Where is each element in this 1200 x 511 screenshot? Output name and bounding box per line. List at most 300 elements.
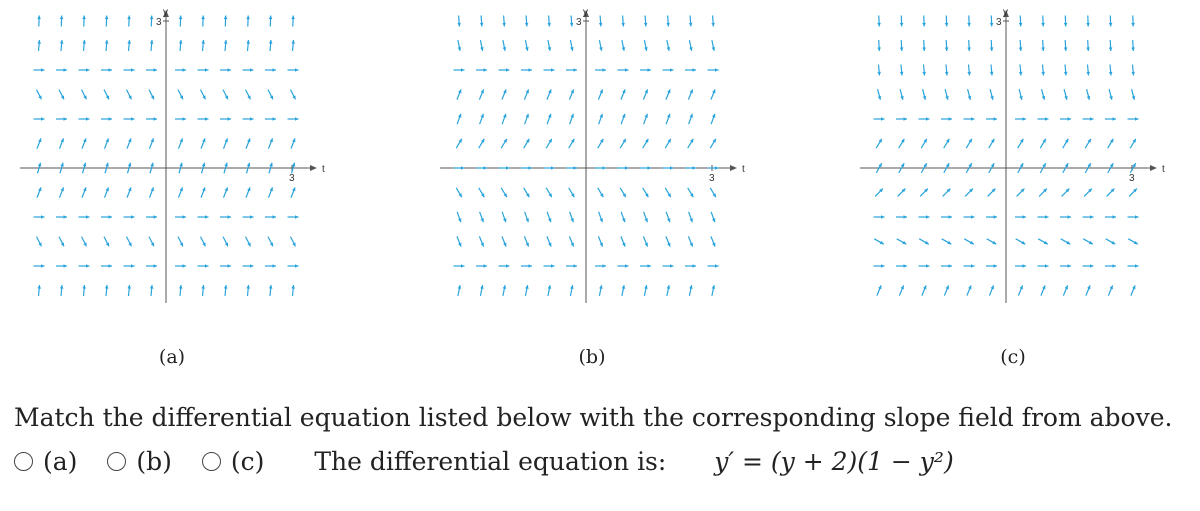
slope-arrow [988,189,996,197]
slope-arrow [127,40,131,51]
slope-arrow [146,264,157,268]
slope-arrow [501,139,507,148]
slope-arrow [454,264,465,268]
slope-arrow [269,40,273,51]
slope-arrow [877,285,882,295]
caption-a: (a) [158,346,186,368]
slope-arrow [570,114,574,124]
slope-arrow [502,212,506,222]
slope-arrow [877,65,881,76]
slope-arrow [127,138,131,148]
slope-arrow [943,189,951,197]
slope-arrow [60,285,64,296]
slope-arrow [246,16,250,27]
slope-arrow [708,264,719,268]
slope-arrow [246,237,251,247]
slope-arrow [265,68,276,72]
slope-arrow [1108,139,1114,148]
slope-arrow [60,40,64,51]
slope-arrow [945,65,949,76]
slope-arrow [265,117,276,121]
slope-arrow [224,187,228,197]
slope-arrow [1086,65,1090,76]
slope-arrow [900,65,904,76]
slope-arrow [479,188,485,197]
slope-arrow [665,188,671,197]
slope-arrow [503,40,507,51]
slope-arrow [499,264,510,268]
slope-arrow [1015,117,1026,121]
slope-arrow [201,16,205,27]
slope-arrow [1131,16,1135,27]
slope-arrow [146,68,157,72]
slope-arrow [1084,189,1092,197]
equation-label: The differential equation is: [314,447,667,476]
slope-arrow [246,90,251,100]
y-axis-label: y [1003,8,1008,18]
slope-arrow [454,68,465,72]
slope-arrow [922,16,926,27]
slope-arrow [1041,16,1045,27]
slope-arrow [547,89,552,99]
slope-arrow [922,285,927,295]
slope-arrow [945,40,949,51]
slope-arrow [1106,239,1116,244]
slope-arrow [525,40,529,51]
slope-arrow [288,117,299,121]
slope-arrow [525,16,529,27]
slope-arrow [1060,264,1071,268]
slope-arrow [874,239,884,244]
slope-arrow [201,285,205,296]
slope-arrow [667,285,671,296]
slope-arrow [175,264,186,268]
slope-arrow [1018,139,1024,148]
slope-arrow [458,40,462,51]
slope-arrow [82,285,86,296]
slope-arrow [966,139,972,148]
slope-arrow [688,89,693,99]
slope-arrow [79,117,90,121]
slope-arrow [990,16,994,27]
slope-arrow [666,236,671,246]
slope-arrow [598,188,604,197]
slope-arrow [986,117,997,121]
slope-arrow [291,285,295,296]
slope-arrow [599,212,603,222]
slope-arrow [246,285,250,296]
slope-arrow [1063,139,1069,148]
slope-arrow [1132,89,1136,100]
slope-arrow [663,68,674,72]
slope-arrow [60,16,64,27]
slope-arrow [967,40,971,51]
slope-arrow [640,264,651,268]
slope-arrow [201,90,206,100]
slope-arrow [618,68,629,72]
slope-arrow [990,89,994,100]
slope-arrow [150,40,154,51]
slope-arrow [1060,117,1071,121]
slope-arrow [56,215,67,219]
slope-arrow [598,89,603,99]
slope-arrow [688,236,693,246]
y-tick-label: 3 [576,17,582,28]
slope-field-c [850,8,1170,308]
slope-arrow [479,236,484,246]
slope-arrow [243,264,254,268]
slope-arrow [224,40,228,51]
y-axis-label: y [583,8,588,18]
slope-arrow [457,114,461,124]
x-tick-label: 3 [709,173,715,184]
slope-arrow [59,237,64,247]
slope-arrow [201,237,206,247]
slope-arrow [900,89,904,100]
slope-arrow [964,264,975,268]
slope-arrow [223,237,228,247]
slope-arrow [547,16,551,27]
slope-arrow [944,285,949,295]
slope-arrow [1083,117,1094,121]
slope-arrow [899,285,904,295]
slope-arrow [179,187,183,197]
slope-arrow [598,236,603,246]
slope-arrow [1041,285,1046,295]
slope-arrow [1038,239,1048,244]
differential-equation: y′ = (y + 2)(1 − y²) [714,447,954,476]
slope-arrow [457,236,462,246]
slope-arrow [1064,65,1068,76]
slope-arrow [618,264,629,268]
slope-arrow [570,285,574,296]
slope-arrow [1128,215,1139,219]
slope-arrow [666,212,670,222]
slope-arrow [875,189,883,197]
slope-arrow [899,139,905,148]
slope-arrow [1087,89,1091,100]
slope-arrow [124,117,135,121]
slope-arrow [666,114,670,124]
slope-arrow [644,212,648,222]
slope-arrow [595,68,606,72]
slope-arrow [919,239,929,244]
slope-arrow [643,236,648,246]
slope-arrow [521,68,532,72]
slope-arrow [1019,40,1023,51]
option-b[interactable] [107,447,172,476]
slope-arrow [685,68,696,72]
slope-arrow [124,215,135,219]
slope-arrow [570,212,574,222]
slope-arrow [480,40,484,51]
slope-arrow [175,68,186,72]
slope-arrow [37,138,41,148]
slope-arrow [1108,285,1113,295]
slope-arrow [105,285,109,296]
slope-arrow [101,68,112,72]
x-axis-arrow-icon [730,165,737,171]
slope-arrow [877,40,881,51]
slope-arrow [665,139,671,148]
slope-arrow [37,285,41,296]
radio-icon[interactable] [107,452,126,471]
slope-arrow [544,68,555,72]
slope-arrow [127,90,132,100]
slope-arrow [525,212,529,222]
slope-arrow [923,89,927,100]
slope-arrow [1105,117,1116,121]
slope-arrow [643,89,648,99]
slope-arrow [1019,89,1023,100]
slope-arrow [524,236,529,246]
slope-arrow [599,40,603,51]
slope-arrow [644,40,648,51]
slope-arrow [1105,215,1116,219]
slope-arrow [896,264,907,268]
slope-arrow [546,139,552,148]
slope-arrow [502,89,507,99]
slope-arrow [544,264,555,268]
slope-arrow [291,187,295,197]
radio-icon[interactable] [202,452,221,471]
x-tick-label: 3 [1129,173,1135,184]
slope-arrow [1062,189,1070,197]
x-axis-label: t [322,164,325,175]
slope-arrow [150,16,154,27]
slope-arrow [37,40,41,51]
slope-arrow [524,139,530,148]
slope-arrow [454,166,465,170]
slope-arrow [710,139,716,148]
slope-arrow [688,188,694,197]
slope-arrow [521,166,532,170]
slope-arrow [566,264,577,268]
slope-arrow [224,16,228,27]
x-tick-label: 3 [289,173,295,184]
slope-arrow [104,237,109,247]
slope-arrow [566,166,577,170]
slope-arrow [480,212,484,222]
slope-arrow [1131,40,1135,51]
slope-arrow [1042,89,1046,100]
slope-arrow [479,89,484,99]
option-a[interactable] [14,447,77,476]
slope-arrow [941,264,952,268]
slope-arrow [480,16,484,27]
slope-arrow [1131,65,1135,76]
slope-arrow [480,285,484,296]
slope-arrow [599,285,603,296]
slope-arrow [1131,285,1136,295]
slope-arrow [1040,139,1046,148]
slope-arrow [246,187,250,197]
slope-arrow [900,16,904,27]
slope-arrow [1016,239,1026,244]
slope-arrow [265,264,276,268]
slope-arrow [243,117,254,121]
slope-arrow [105,16,109,27]
slope-arrow [457,16,461,27]
slope-arrow [1038,215,1049,219]
caption-c: (c) [1000,346,1026,368]
slope-arrow [1015,215,1026,219]
slope-arrow [198,68,209,72]
slope-arrow [179,16,183,27]
slope-arrow [101,264,112,268]
slope-arrow [644,285,648,296]
slope-arrow [874,215,885,219]
slope-arrow [220,68,231,72]
option-c[interactable] [202,447,265,476]
slope-arrow [874,117,885,121]
slope-arrow [268,90,273,100]
slope-arrow [546,188,552,197]
slope-arrow [598,139,604,148]
slope-arrow [82,40,86,51]
slope-arrow [689,40,693,51]
x-axis-label: t [1162,164,1165,175]
slope-arrow [60,138,64,148]
question-prompt: Match the differential equation listed below with the corresponding slope field from above. [14,403,1173,432]
slope-arrow [1041,65,1045,76]
slope-arrow [688,139,694,148]
slope-arrow [503,285,507,296]
slope-arrow [919,117,930,121]
slope-arrow [711,212,715,222]
slope-arrow [1083,239,1093,244]
slope-arrow [595,264,606,268]
slope-arrow [547,212,551,222]
slope-arrow [942,239,952,244]
slope-arrow [457,89,462,99]
slope-arrow [1085,139,1091,148]
slope-arrow [105,187,109,197]
slope-arrow [570,40,574,51]
slope-arrow [1018,285,1023,295]
slope-arrow [224,138,228,148]
slope-arrow [1041,40,1045,51]
slope-arrow [179,285,183,296]
slope-arrow [521,264,532,268]
slope-arrow [685,166,696,170]
slope-arrow [965,189,973,197]
slope-arrow [663,264,674,268]
slope-arrow [618,166,629,170]
slope-arrow [711,236,716,246]
slope-arrow [599,114,603,124]
slope-arrow [990,65,994,76]
slope-arrow [1083,264,1094,268]
slope-arrow [127,237,132,247]
slope-arrow [524,89,529,99]
slope-arrow [708,166,719,170]
slope-arrow [525,285,529,296]
slope-arrow [456,188,462,197]
slope-arrow [569,188,575,197]
slope-arrow [898,189,906,197]
slope-arrow [146,117,157,121]
slope-arrow [524,188,530,197]
slope-arrow [1019,65,1023,76]
slope-arrow [60,187,64,197]
slope-arrow [127,187,131,197]
slope-arrow [643,188,649,197]
slope-arrow [82,237,87,247]
slope-arrow [620,139,626,148]
slope-arrow [896,117,907,121]
x-axis-arrow-icon [1150,165,1157,171]
slope-arrow [124,264,135,268]
slope-arrow [201,138,205,148]
slope-arrow [964,117,975,121]
slope-arrow [1130,139,1136,148]
slope-arrow [941,117,952,121]
slope-arrow [621,114,625,124]
slope-arrow [1019,16,1023,27]
slope-arrow [640,68,651,72]
slope-arrow [37,237,42,247]
slope-arrow [82,16,86,27]
slope-arrow [82,138,86,148]
slope-arrow [547,236,552,246]
slope-arrow [105,138,109,148]
option-b-label: (b) [136,447,172,476]
slope-arrow [288,68,299,72]
slope-arrow [570,16,574,27]
slope-arrow [689,212,693,222]
slope-arrow [56,264,67,268]
slope-arrow [1064,89,1068,100]
slope-arrow [150,138,154,148]
caption-b: (b) [578,346,606,368]
slope-arrow [711,114,715,124]
slope-arrow [922,40,926,51]
slope-arrow [1064,16,1068,27]
slope-arrow [919,264,930,268]
y-axis-label: y [163,8,168,18]
slope-arrow [622,40,626,51]
radio-icon[interactable] [14,452,33,471]
slope-arrow [220,215,231,219]
slope-arrow [79,215,90,219]
x-axis-arrow-icon [310,165,317,171]
slope-arrow [968,89,972,100]
slope-arrow [989,285,994,295]
slope-arrow [175,117,186,121]
slope-arrow [501,188,507,197]
slope-arrow [59,90,64,100]
slope-arrow [544,166,555,170]
slope-arrow [179,40,183,51]
slope-arrow [689,285,693,296]
slope-arrow [34,68,45,72]
y-tick-label: 3 [996,17,1002,28]
slope-arrow [291,237,296,247]
slope-arrow [569,236,574,246]
slope-arrow [712,40,716,51]
slope-arrow [876,139,882,148]
slope-arrow [569,89,574,99]
slope-arrow [525,114,529,124]
slope-arrow [944,139,950,148]
slope-arrow [986,215,997,219]
option-c-label: (c) [230,447,265,476]
slope-arrow [476,68,487,72]
slope-arrow [643,139,649,148]
slope-arrow [458,285,462,296]
slope-arrow [220,264,231,268]
